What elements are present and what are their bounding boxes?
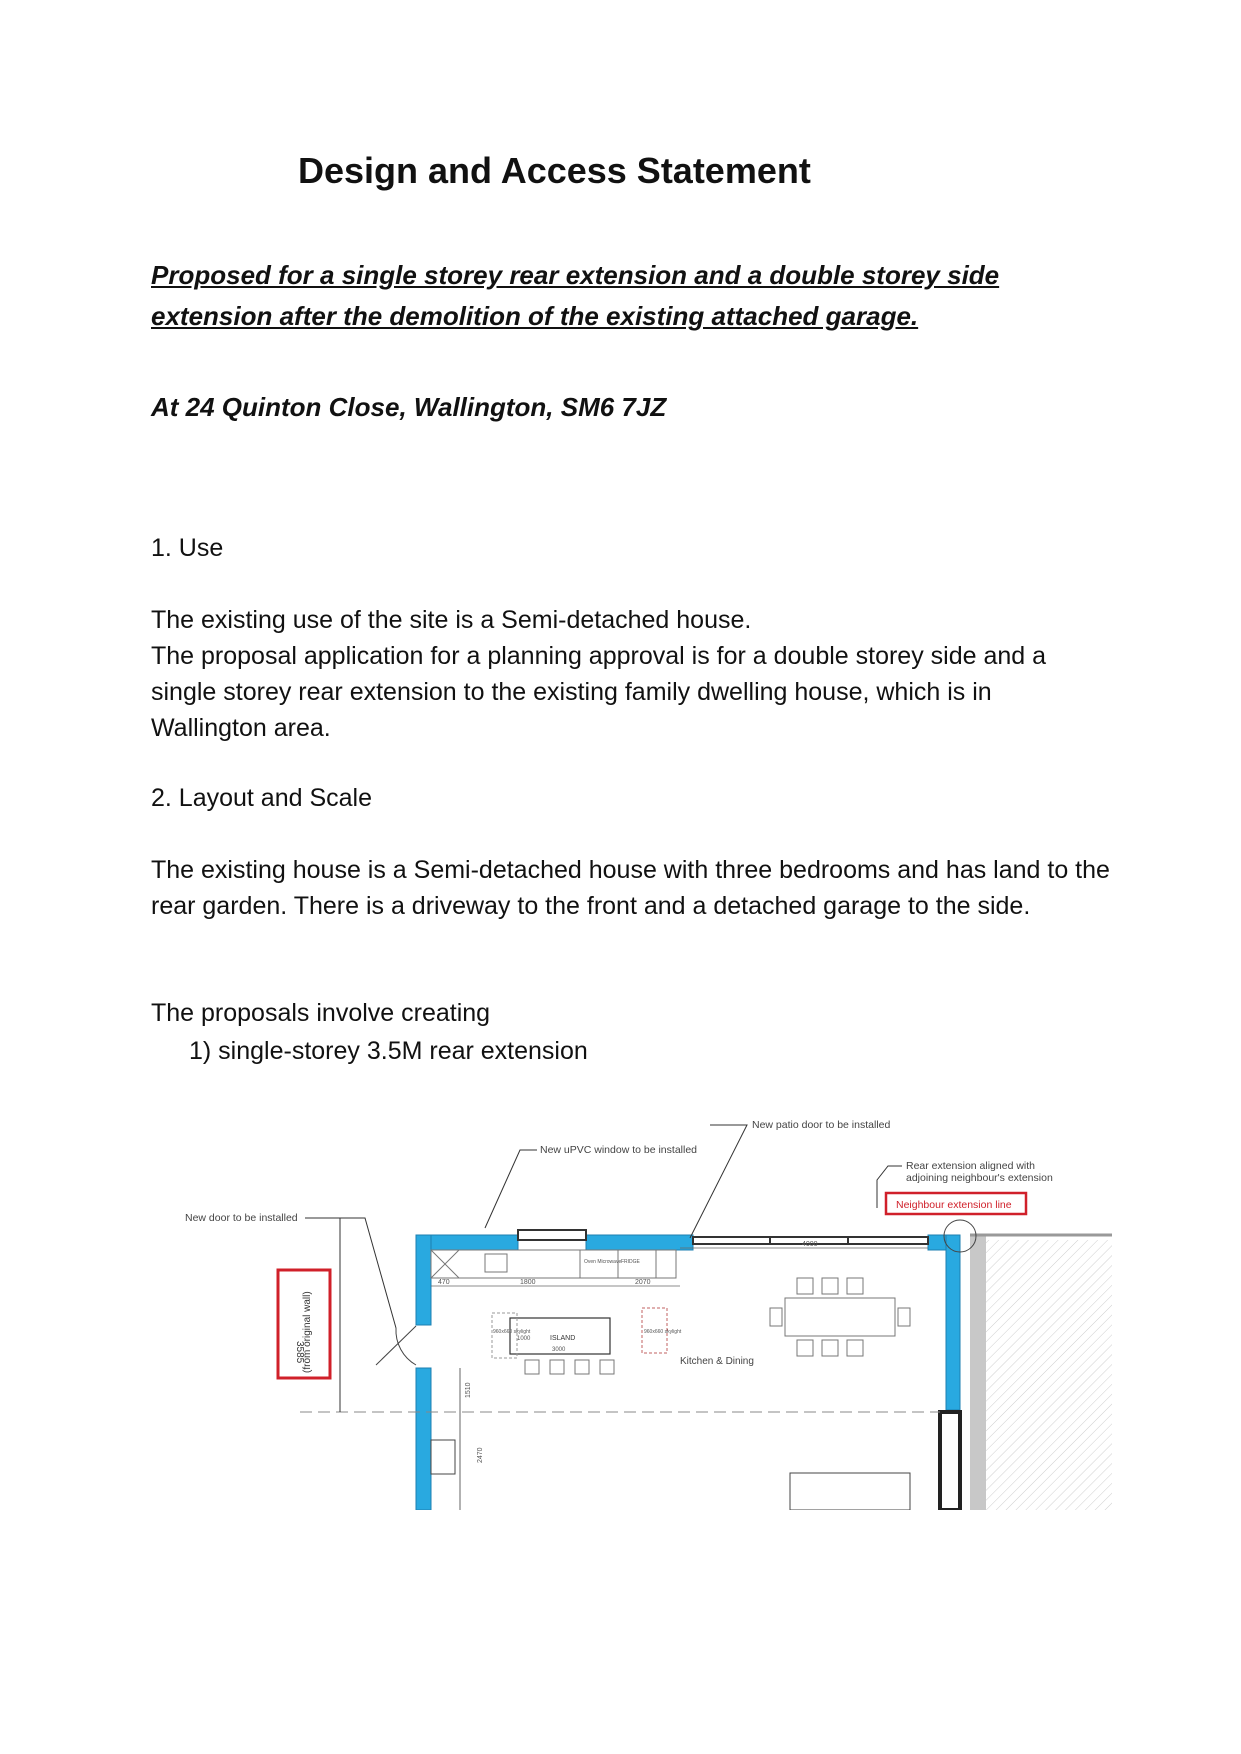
new-door-label: New door to be installed <box>185 1212 298 1224</box>
stool <box>525 1360 539 1374</box>
dimension-label: 1510 <box>465 1382 472 1398</box>
section-2-paragraph-2: The proposals involve creating <box>151 999 491 1027</box>
stool <box>550 1360 564 1374</box>
leader-line <box>485 1150 537 1228</box>
skylight-left-label: 960x660 skylight <box>493 1329 531 1335</box>
skylight-left <box>492 1313 517 1358</box>
sofa <box>790 1473 910 1510</box>
section-1-paragraph-1: The existing use of the site is a Semi-detached house. <box>151 606 752 634</box>
wall-left-upper <box>416 1235 431 1325</box>
island-label: ISLAND <box>550 1335 576 1342</box>
subtitle: Proposed for a single storey rear extension and a double storey side extension after the demolition of the existing attached garage. <box>151 260 1000 331</box>
island-width: 1000 <box>517 1336 531 1342</box>
island-length: 3000 <box>552 1347 566 1353</box>
leader-lines <box>305 1125 902 1412</box>
floor-plan <box>180 1118 1180 1510</box>
section-2-heading: 2. Layout and Scale <box>151 784 372 812</box>
chair <box>797 1340 813 1356</box>
dimension-label: 2470 <box>477 1447 484 1463</box>
patio-door-label: New patio door to be installed <box>752 1119 891 1131</box>
window <box>518 1230 586 1240</box>
dimension-3585-note: (from original wall) <box>302 1291 313 1373</box>
rear-extension-note-1: Rear extension aligned with <box>906 1160 1035 1172</box>
dimension-label: 4000 <box>802 1241 818 1248</box>
dining-table <box>785 1298 895 1336</box>
page-title: Design and Access Statement <box>298 150 811 191</box>
stool <box>600 1360 614 1374</box>
address: At 24 Quinton Close, Wallington, SM6 7JZ <box>151 392 667 422</box>
chair <box>822 1340 838 1356</box>
chair <box>770 1308 782 1326</box>
section-1-heading: 1. Use <box>151 534 224 562</box>
skylight-right-label: 960x660 skylight <box>644 1329 682 1335</box>
hob <box>431 1440 455 1474</box>
dimension-3585: 3585 <box>294 1341 305 1364</box>
rear-extension-note-2: adjoining neighbour's extension <box>906 1172 1053 1184</box>
chair <box>847 1278 863 1294</box>
wall-group <box>416 1235 960 1510</box>
leader-line <box>690 1125 747 1238</box>
section-2-paragraph-1: The existing house is a Semi-detached house with three bedrooms and has land to the rear garden. There is a driveway to the front and a detached garage to the side. <box>151 856 1110 920</box>
room-label: Kitchen & Dining <box>680 1356 754 1367</box>
chair <box>797 1278 813 1294</box>
sink <box>485 1254 507 1272</box>
chairs <box>770 1278 910 1356</box>
neighbour-line-label: Neighbour extension line <box>896 1199 1012 1211</box>
chair <box>822 1278 838 1294</box>
window-label: New uPVC window to be installed <box>540 1144 697 1156</box>
dimension-label: 1800 <box>520 1279 536 1286</box>
list-item: 1) single-storey 3.5M rear extension <box>189 1037 588 1065</box>
neighbour-wall <box>970 1234 986 1510</box>
leader-line <box>305 1218 396 1328</box>
dimension-label: 470 <box>438 1279 450 1286</box>
return-wall <box>940 1412 960 1510</box>
wall-top-mid <box>586 1235 693 1250</box>
door-swing <box>396 1328 416 1365</box>
section-1-paragraph-2: The proposal application for a planning approval is for a double storey side and a single storey rear extension to the existing family dwelling house, which is in Wallington area. <box>151 642 1047 742</box>
neighbour-hatch <box>975 1240 1112 1510</box>
stool <box>575 1360 589 1374</box>
dimension-label: 2070 <box>635 1279 651 1286</box>
wall-left-lower <box>416 1368 431 1510</box>
chair <box>898 1308 910 1326</box>
fridge-label: FRIDGE <box>621 1259 640 1265</box>
stools <box>525 1360 614 1374</box>
chair <box>847 1340 863 1356</box>
oven-label: Oven Microwave <box>584 1259 622 1265</box>
wall-right <box>946 1235 960 1410</box>
